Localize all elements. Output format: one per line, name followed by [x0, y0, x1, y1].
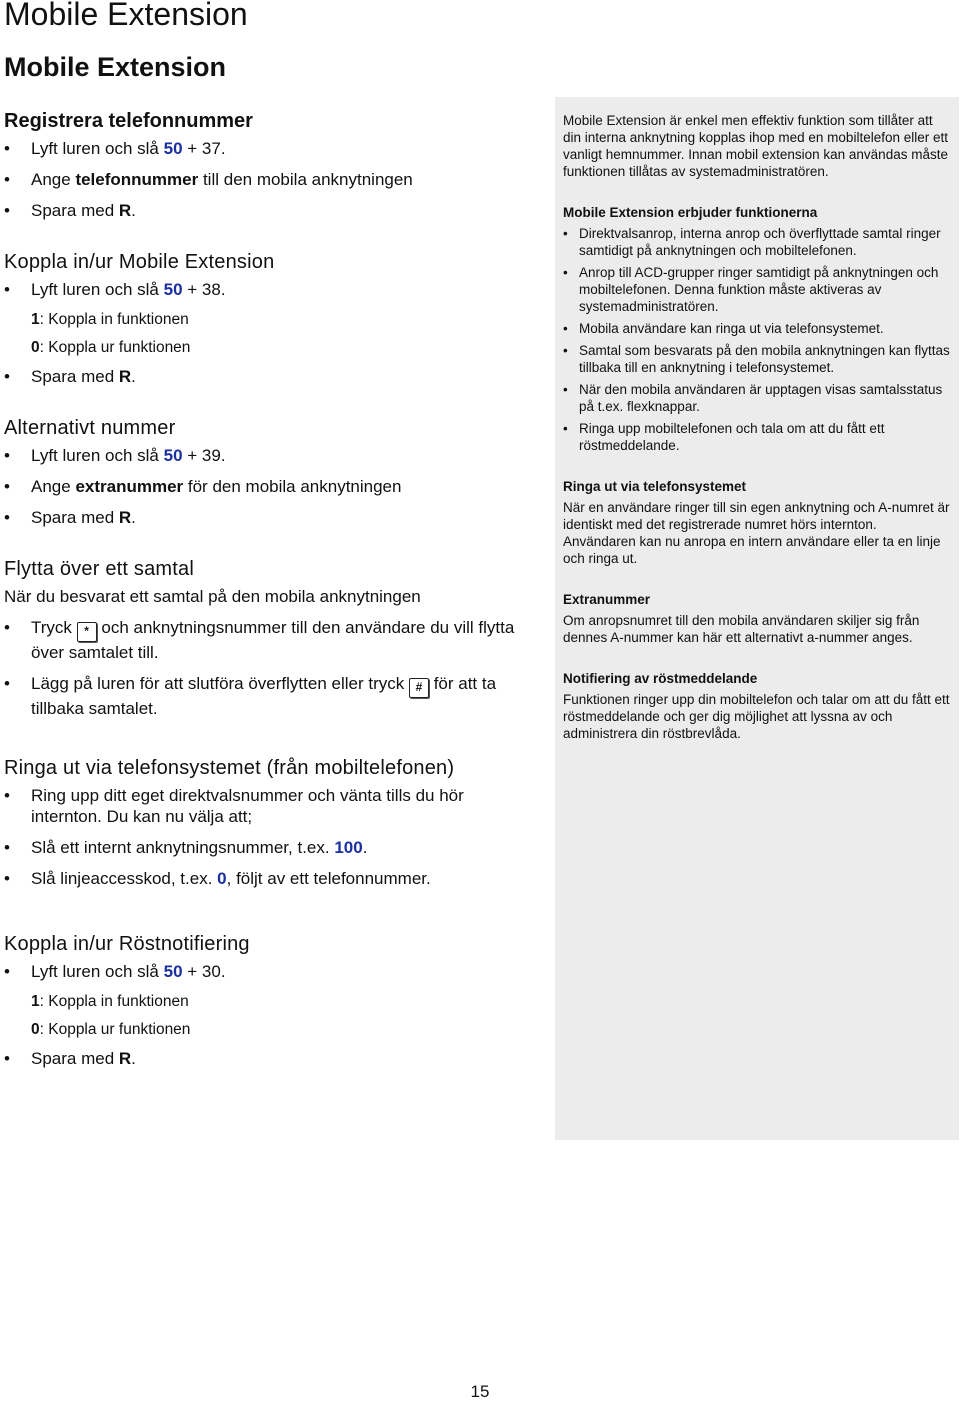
list-koppla-extension-save	[4, 366, 534, 387]
list-item	[4, 868, 534, 889]
item-text: Lyft luren och slå	[31, 446, 164, 465]
sidebar-feature-item: • När den mobila användaren är upptagen visas samtalsstatus på t.ex. flexknappar.	[563, 381, 951, 415]
sidebar-ringa-heading: Ringa ut via telefonsystemet	[563, 479, 747, 494]
option-code: 1	[31, 993, 40, 1010]
list-item: • Ring upp ditt eget direktvalsnummer och vänta tills du hör internton. Du kan nu välja att;	[4, 785, 534, 827]
item-text: Slå ett internt anknytningsnummer, t.ex.	[31, 838, 335, 857]
item-text: , följt av ett telefonnummer.	[226, 869, 431, 888]
option-text: : Koppla ur funktionen	[39, 339, 191, 356]
sidebar-intro: Mobile Extension är enkel men effektiv funktion som tillåter att din interna anknytning kopplas ihop med en mobiltelefon eller ett vanligt hemnummer. Innan mobil extension kan användas måste funktionen tillåtas av systemadministratören.	[563, 113, 948, 179]
list-item	[4, 507, 534, 528]
item-text: Ange	[31, 170, 76, 189]
item-text: .	[131, 367, 136, 386]
page-title: Mobile Extension	[4, 0, 248, 32]
list-item	[4, 476, 534, 497]
option-text: : Koppla ur funktionen	[39, 1021, 191, 1038]
sidebar-notif-text: Funktionen ringer upp din mobiltelefon och talar om att du fått ett röstmeddelande och ger dig möjlighet att lyssna av och administrera din röstbrevlåda.	[563, 692, 950, 741]
sidebar-features-list	[563, 225, 951, 454]
option-code: 0	[31, 1021, 40, 1038]
sidebar-feature-item: • Ringa upp mobiltelefonen och tala om att du fått ett röstmeddelande.	[563, 420, 951, 454]
item-text: Lyft luren och slå	[31, 962, 164, 981]
main-column	[4, 108, 534, 1079]
code-value: 50	[163, 962, 183, 981]
bold-term: R	[118, 201, 132, 220]
sidebar-feature-item: • Direktvalsanrop, interna anrop och överflyttade samtal ringer samtidigt på anknytningen och mobiltelefonen.	[563, 225, 951, 259]
option-text: : Koppla in funktionen	[39, 993, 189, 1010]
hash-key-icon: #	[409, 678, 429, 698]
item-text: för att ta tillbaka samtalet.	[31, 674, 497, 718]
item-text: + 39.	[182, 446, 226, 465]
item-text: .	[362, 838, 368, 857]
item-text: Spara med	[31, 1049, 119, 1068]
item-text: Lyft luren och slå	[31, 139, 164, 158]
item-text: Lägg på luren för att slutföra överflytten eller tryck	[31, 674, 409, 693]
item-text: Ange	[31, 477, 76, 496]
item-text: Lyft luren och slå	[31, 280, 164, 299]
list-item	[4, 961, 534, 982]
sidebar-features-heading: Mobile Extension erbjuder funktionerna	[563, 205, 818, 220]
item-text: .	[131, 508, 136, 527]
option-line	[4, 1020, 534, 1040]
item-text: Spara med	[31, 367, 119, 386]
item-text: + 38.	[182, 280, 226, 299]
bold-term: R	[118, 367, 132, 386]
list-item	[4, 617, 534, 663]
item-text: för den mobila anknytningen	[183, 477, 402, 496]
sidebar-feature-item: • Anrop till ACD-grupper ringer samtidigt på anknytningen och mobiltelefonen. Denna funktion måste aktiveras av systemadministratören.	[563, 264, 951, 315]
list-koppla-extension	[4, 279, 534, 300]
item-text: + 37.	[182, 139, 226, 158]
star-key-icon: *	[77, 622, 97, 642]
sidebar-extra-heading: Extranummer	[563, 592, 651, 607]
intro-text: När du besvarat ett samtal på den mobila anknytningen	[4, 587, 421, 606]
option-line	[4, 310, 534, 330]
sidebar-extra-text: Om anropsnumret till den mobila användaren skiljer sig från dennes A-nummer kan här ett alternativt a-nummer anges.	[563, 613, 920, 645]
list-item	[4, 279, 534, 300]
list-item	[4, 837, 534, 858]
sidebar-ringa-text: När en användare ringer till sin egen anknytning och A-numret är identiskt med det registrerade numret hörs internton. Användaren kan nu anropa en intern användare eller ta en linje och ringa ut.	[563, 500, 950, 566]
list-rostnotifiering-save	[4, 1048, 534, 1069]
list-alternativt	[4, 445, 534, 528]
code-value: 50	[163, 139, 183, 158]
sidebar-feature-item: • Mobila användare kan ringa ut via telefonsystemet.	[563, 320, 951, 337]
option-code: 0	[31, 339, 40, 356]
item-text: Tryck	[31, 618, 77, 637]
info-sidebar	[555, 97, 959, 1140]
list-flytta	[4, 617, 534, 719]
code-value: 50	[163, 446, 183, 465]
sidebar-notif-heading: Notifiering av röstmeddelande	[563, 671, 758, 686]
list-item	[4, 169, 534, 190]
item-text: till den mobila anknytningen	[198, 170, 413, 189]
option-code: 1	[31, 311, 40, 328]
heading-registrera: Registrera telefonnummer	[4, 110, 253, 132]
item-text: Spara med	[31, 508, 119, 527]
bold-term: R	[118, 1049, 132, 1068]
code-value: 50	[163, 280, 183, 299]
code-value: 100	[334, 838, 363, 857]
list-item	[4, 673, 534, 719]
item-text: Slå linjeaccesskod, t.ex.	[31, 869, 218, 888]
heading-alternativt: Alternativt nummer	[4, 417, 176, 439]
list-item	[4, 1048, 534, 1069]
heading-rostnotifiering: Koppla in/ur Röstnotifiering	[4, 933, 250, 955]
item-text: och anknytningsnummer till den användare du vill flytta över samtalet till.	[31, 618, 515, 662]
section-title: Mobile Extension	[4, 52, 227, 82]
heading-ringa-ut: Ringa ut via telefonsystemet (från mobiltelefonen)	[4, 757, 455, 779]
list-item	[4, 138, 534, 159]
bold-term: R	[118, 508, 132, 527]
list-item	[4, 366, 534, 387]
option-text: : Koppla in funktionen	[39, 311, 189, 328]
list-registrera	[4, 138, 534, 221]
item-text: .	[131, 201, 136, 220]
heading-flytta: Flytta över ett samtal	[4, 558, 195, 580]
list-item	[4, 200, 534, 221]
code-value: 0	[217, 869, 227, 888]
bold-term: telefonnummer	[75, 170, 199, 189]
list-rostnotifiering	[4, 961, 534, 982]
heading-koppla-extension: Koppla in/ur Mobile Extension	[4, 251, 275, 273]
item-text: Spara med	[31, 201, 119, 220]
list-item	[4, 445, 534, 466]
item-text: + 30.	[182, 962, 226, 981]
option-line	[4, 338, 534, 358]
list-ringa-ut	[4, 785, 534, 889]
page-number: 15	[470, 1382, 490, 1401]
option-line	[4, 992, 534, 1012]
item-text: .	[131, 1049, 136, 1068]
bold-term: extranummer	[75, 477, 184, 496]
sidebar-feature-item: • Samtal som besvarats på den mobila anknytningen kan flyttas tillbaka till en anknytning i telefonsystemet.	[563, 342, 951, 376]
